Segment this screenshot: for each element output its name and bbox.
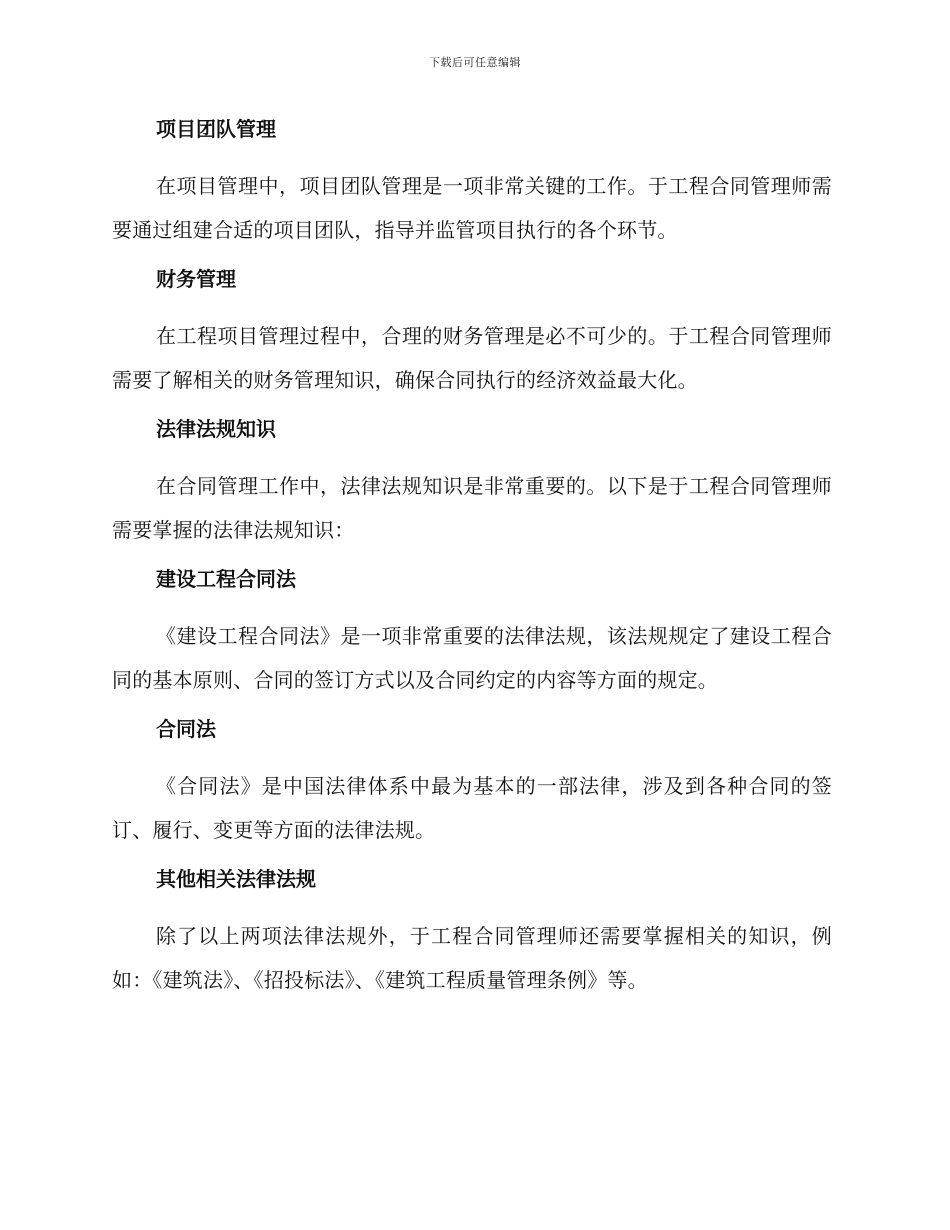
section-body-financial-management: 在工程项目管理过程中，合理的财务管理是必不可少的。于工程合同管理师需要了解相关的财务管理知识，确保合同执行的经济效益最大化。 <box>112 324 832 392</box>
section-body-other-laws: 除了以上两项法律法规外，于工程合同管理师还需要掌握相关的知识，例如：《建筑法》、《招投标法》、《建筑工程质量管理条例》等。 <box>112 924 832 992</box>
section-heading-legal-knowledge: 法律法规知识 <box>156 417 276 441</box>
header-note: 下载后可任意编辑 <box>429 56 521 69</box>
document-content <box>112 112 832 1012</box>
section-heading-team-management: 项目团队管理 <box>156 117 276 141</box>
section-heading-other-laws: 其他相关法律法规 <box>156 867 316 891</box>
section-body-contract-law: 《合同法》是中国法律体系中最为基本的一部法律，涉及到各种合同的签订、履行、变更等方面的法律法规。 <box>112 774 832 842</box>
section-body-legal-knowledge: 在合同管理工作中，法律法规知识是非常重要的。以下是于工程合同管理师需要掌握的法律法规知识： <box>112 474 832 542</box>
section-heading-construction-contract-law: 建设工程合同法 <box>156 567 296 591</box>
section-heading-financial-management: 财务管理 <box>156 267 236 291</box>
section-body-construction-contract-law: 《建设工程合同法》是一项非常重要的法律法规，该法规规定了建设工程合同的基本原则、合同的签订方式以及合同约定的内容等方面的规定。 <box>112 624 832 692</box>
section-body-team-management: 在项目管理中，项目团队管理是一项非常关键的工作。于工程合同管理师需要通过组建合适的项目团队，指导并监管项目执行的各个环节。 <box>112 174 832 242</box>
section-heading-contract-law: 合同法 <box>156 717 216 741</box>
